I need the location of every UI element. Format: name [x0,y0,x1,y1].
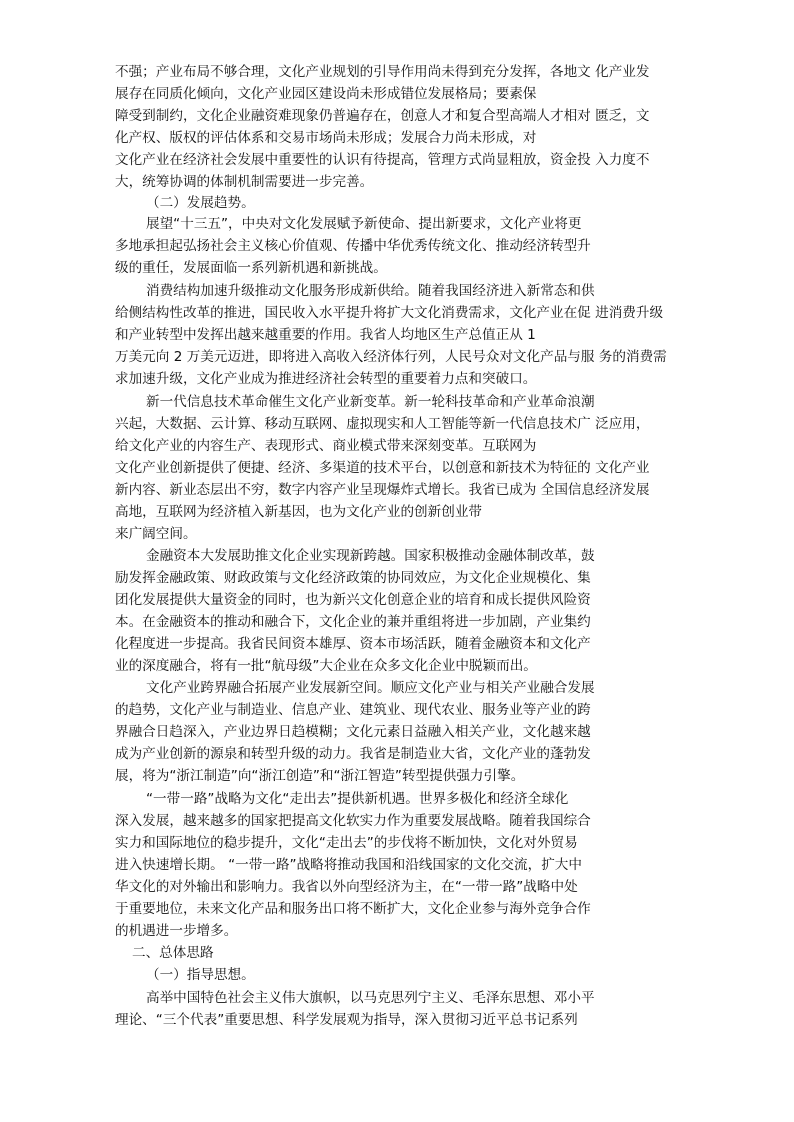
text-line: 兴起，大数据、云计算、移动互联网、虚拟现实和人工智能等新一代信息技术广 泛应用， [115,416,650,432]
text-line: 界融合日趋深入，产业边界日趋模糊；文化元素日益融入相关产业，文化越来越 [115,724,591,740]
text-line: 的趋势，文化产业与制造业、信息产业、建筑业、现代农业、服务业等产业的跨 [115,702,591,718]
text-line: 给文化产业的内容生产、表现形式、商业模式带来深刻变革。互联网为 [115,438,537,454]
text-line: 和产业转型中发挥出越来越重要的作用。我省人均地区生产总值正从 1 [115,327,536,343]
text-line: 多地承担起弘扬社会主义核心价值观、传播中华优秀传统文化、推动经济转型升 [115,238,591,254]
text-line: 高地，互联网为经济植入新基因，也为文化产业的创新创业带 [115,504,483,520]
text-line: 文化产业在经济社会发展中重要性的认识有待提高，管理方式尚显粗放，资金投 入力度不 [115,152,650,168]
text-line: 障受到制约，文化企业融资难现象仍普遍存在，创意人才和复合型高端人才相对 匮乏，文 [115,108,650,124]
section-heading: （二）发展趋势。 [146,195,255,211]
text-line: 新内容、新业态层出不穷，数字内容产业呈现爆炸式增长。我省已成为 全国信息经济发展 [115,482,650,498]
text-line: 金融资本大发展助推文化企业实现新跨越。国家积极推动金融体制改革，鼓 [146,548,595,564]
text-line: 新一代信息技术革命催生文化产业新变革。新一轮科技革命和产业革命浪潮 [146,394,595,410]
text-line: 来广阔空间。 [115,526,197,542]
text-line: 理论、“三个代表”重要思想、科学发展观为指导，深入贯彻习近平总书记系列 [115,1012,578,1028]
text-line: 本。在金融资本的推动和融合下，文化企业的兼并重组将进一步加剧，产业集约 [115,614,591,630]
text-line: 进入快速增长期。 “一带一路”战略将推动我国和沿线国家的文化交流，扩大中 [115,857,582,873]
section-heading: （一）指导思想。 [146,967,255,983]
text-line: 展望“十三五”，中央对文化发展赋予新使命、提出新要求，文化产业将更 [146,216,582,232]
text-line: “一带一路”战略为文化“走出去”提供新机遇。世界多极化和经济全球化 [146,791,569,807]
text-line: 化产权、版权的评估体系和交易市场尚未形成；发展合力尚未形成，对 [115,130,537,146]
text-line: 求加速升级，文化产业成为推进经济社会转型的重要着力点和突破口。 [115,371,537,387]
text-line: 消费结构加速升级推动文化服务形成新供给。随着我国经济进入新常态和供 [146,283,595,299]
text-line: 成为产业创新的源泉和转型升级的动力。我省是制造业大省，文化产业的蓬勃发 [115,746,591,762]
text-line: 文化产业跨界融合拓展产业发展新空间。顺应文化产业与相关产业融合发展 [146,680,595,696]
text-line: 万美元向 2 万美元迈进，即将进入高收入经济体行列，人民号众对文化产品与服 务的消费需 [115,349,667,365]
text-line: 文化产业创新提供了便捷、经济、多渠道的技术平台，以创意和新技术为特征的 文化产业 [115,460,650,476]
text-line: 展存在同质化倾向，文化产业园区建设尚未形成错位发展格局；要素保 [115,86,537,102]
text-line: 于重要地位，未来文化产品和服务出口将不断扩大，文化企业参与海外竞争合作 [115,901,591,917]
text-line: 级的重任，发展面临一系列新机遇和新挑战。 [115,260,387,276]
text-line: 化程度进一步提高。我省民间资本雄厚、资本市场活跃，随着金融资本和文化产 [115,636,591,652]
text-line: 给侧结构性改革的推进，国民收入水平提升将扩大文化消费需求，文化产业在促 进消费升级 [115,305,664,321]
text-line: 业的深度融合，将有一批“航母级”大企业在众多文化企业中脱颖而出。 [115,658,537,674]
section-heading: 二、总体思路 [132,945,214,961]
text-line: 实力和国际地位的稳步提升，文化“走出去”的步伐将不断加快，文化对外贸易 [115,835,578,851]
text-line: 展，将为“浙江制造”向“浙江创造”和“浙江智造”转型提供强力引擎。 [115,768,525,784]
text-line: 深入发展，越来越多的国家把提高文化软实力作为重要发展战略。随着我国综合 [115,813,591,829]
text-line: 大，统筹协调的体制机制需要进一步完善。 [115,174,374,190]
text-line: 华文化的对外输出和影响力。我省以外向型经济为主，在“一带一路”战略中处 [115,879,578,895]
text-line: 高举中国特色社会主义伟大旗帜，以马克思列宁主义、毛泽东思想、邓小平 [146,990,595,1006]
text-line: 不强；产业布局不够合理，文化产业规划的引导作用尚未得到充分发挥，各地文 化产业发 [115,64,650,80]
text-line: 团化发展提供大量资金的同时，也为新兴文化创意企业的培育和成长提供风险资 [115,592,591,608]
text-line: 的机遇进一步增多。 [115,923,238,939]
text-line: 励发挥金融政策、财政政策与文化经济政策的协同效应，为文化企业规模化、集 [115,570,591,586]
